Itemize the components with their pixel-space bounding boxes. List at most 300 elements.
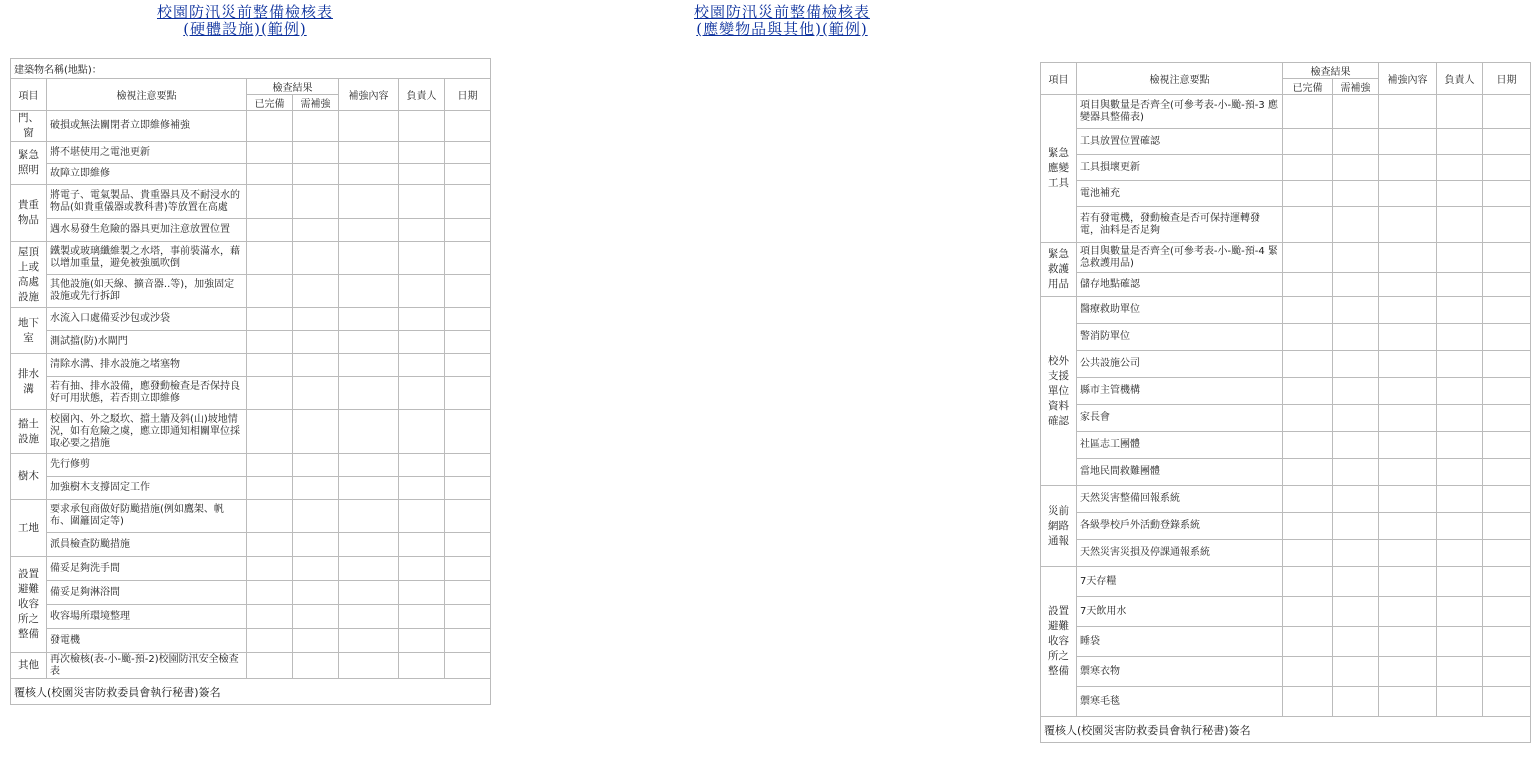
need-cell[interactable] (1333, 657, 1379, 687)
table-row (11, 377, 491, 410)
content-cell[interactable] (1379, 273, 1437, 297)
done-cell[interactable] (247, 164, 293, 185)
person-cell[interactable] (399, 377, 445, 410)
content-cell[interactable] (339, 410, 399, 454)
check-point: 水流入口處備妥沙包或沙袋 (47, 308, 247, 331)
need-cell[interactable] (293, 533, 339, 557)
done-cell[interactable] (247, 454, 293, 477)
done-cell[interactable] (1283, 273, 1333, 297)
check-point: 儲存地點確認 (1077, 273, 1283, 297)
left-title-block (0, 4, 490, 38)
date-cell[interactable] (445, 142, 491, 164)
table-row (11, 185, 491, 219)
done-cell[interactable] (1283, 207, 1333, 243)
need-cell[interactable] (293, 354, 339, 377)
person-cell[interactable] (1437, 486, 1483, 513)
content-cell[interactable] (339, 308, 399, 331)
content-cell[interactable] (339, 500, 399, 533)
person-cell[interactable] (399, 185, 445, 219)
date-cell[interactable] (445, 653, 491, 679)
done-cell[interactable] (1283, 95, 1333, 129)
content-cell[interactable] (339, 629, 399, 653)
left-table-body (11, 111, 491, 679)
need-cell[interactable] (1333, 540, 1379, 567)
need-cell[interactable] (293, 164, 339, 185)
content-cell[interactable] (1379, 513, 1437, 540)
done-cell[interactable] (1283, 540, 1333, 567)
content-cell[interactable] (1379, 129, 1437, 155)
date-cell[interactable] (1483, 486, 1531, 513)
date-cell[interactable] (445, 477, 491, 500)
need-cell[interactable] (293, 410, 339, 454)
content-cell[interactable] (339, 605, 399, 629)
person-cell[interactable] (399, 410, 445, 454)
need-cell[interactable] (1333, 459, 1379, 486)
person-cell[interactable] (399, 275, 445, 308)
date-cell[interactable] (1483, 540, 1531, 567)
done-cell[interactable] (247, 605, 293, 629)
date-cell[interactable] (1483, 324, 1531, 351)
left-subtitle: (硬體設施)(範例) (183, 20, 307, 38)
content-cell[interactable] (1379, 657, 1437, 687)
item-category: 緊急救護用品 (1041, 243, 1077, 297)
check-point: 工具放置位置確認 (1077, 129, 1283, 155)
done-cell[interactable] (247, 275, 293, 308)
table-row (1041, 432, 1531, 459)
date-cell[interactable] (445, 629, 491, 653)
table-row (1041, 324, 1531, 351)
need-cell[interactable] (293, 477, 339, 500)
person-cell[interactable] (1437, 687, 1483, 717)
need-cell[interactable] (1333, 95, 1379, 129)
check-point: 睡袋 (1077, 627, 1283, 657)
need-cell[interactable] (293, 629, 339, 653)
date-cell[interactable] (1483, 273, 1531, 297)
right-subtitle: (應變物品與其他)(範例) (696, 20, 868, 38)
table-row (11, 164, 491, 185)
done-cell[interactable] (247, 142, 293, 164)
person-cell[interactable] (399, 219, 445, 242)
check-point: 7天飲用水 (1077, 597, 1283, 627)
person-cell[interactable] (399, 477, 445, 500)
content-cell[interactable] (1379, 486, 1437, 513)
table-row (11, 142, 491, 164)
header-need: 需補強 (293, 95, 339, 111)
item-category: 緊急應變工具 (1041, 95, 1077, 243)
content-cell[interactable] (1379, 243, 1437, 273)
date-cell[interactable] (445, 557, 491, 581)
person-cell[interactable] (1437, 181, 1483, 207)
content-cell[interactable] (339, 533, 399, 557)
date-cell[interactable] (445, 185, 491, 219)
table-row (1041, 207, 1531, 243)
content-cell[interactable] (339, 331, 399, 354)
person-cell[interactable] (399, 533, 445, 557)
done-cell[interactable] (1283, 297, 1333, 324)
done-cell[interactable] (1283, 155, 1333, 181)
content-cell[interactable] (1379, 95, 1437, 129)
header-result: 檢查結果 (247, 79, 339, 95)
date-cell[interactable] (1483, 129, 1531, 155)
need-cell[interactable] (1333, 378, 1379, 405)
content-cell[interactable] (339, 185, 399, 219)
check-point: 再次檢核(表-小-颱-預-2)校園防汛安全檢查表 (47, 653, 247, 679)
done-cell[interactable] (1283, 597, 1333, 627)
date-cell[interactable] (445, 308, 491, 331)
date-cell[interactable] (1483, 513, 1531, 540)
date-cell[interactable] (445, 111, 491, 142)
need-cell[interactable] (293, 275, 339, 308)
table-row (11, 242, 491, 275)
content-cell[interactable] (339, 142, 399, 164)
content-cell[interactable] (339, 477, 399, 500)
done-cell[interactable] (247, 533, 293, 557)
need-cell[interactable] (1333, 597, 1379, 627)
need-cell[interactable] (293, 653, 339, 679)
date-cell[interactable] (1483, 95, 1531, 129)
check-point: 若有發電機，發動檢查是否可保持運轉發電，油料是否足夠 (1077, 207, 1283, 243)
date-cell[interactable] (1483, 459, 1531, 486)
table-row (1041, 129, 1531, 155)
person-cell[interactable] (1437, 459, 1483, 486)
check-point: 清除水溝、排水設施之堵塞物 (47, 354, 247, 377)
check-point: 發電機 (47, 629, 247, 653)
check-point: 要求承包商做好防颱措施(例如鷹架、帆布、圍籬固定等) (47, 500, 247, 533)
table-row (1041, 540, 1531, 567)
person-cell[interactable] (399, 500, 445, 533)
table-row (1041, 567, 1531, 597)
person-cell[interactable] (399, 605, 445, 629)
need-cell[interactable] (293, 242, 339, 275)
content-cell[interactable] (339, 581, 399, 605)
content-cell[interactable] (1379, 432, 1437, 459)
need-cell[interactable] (293, 185, 339, 219)
person-cell[interactable] (1437, 627, 1483, 657)
person-cell[interactable] (1437, 378, 1483, 405)
content-cell[interactable] (339, 557, 399, 581)
content-cell[interactable] (1379, 405, 1437, 432)
done-cell[interactable] (1283, 129, 1333, 155)
content-cell[interactable] (339, 454, 399, 477)
right-table-body (1041, 95, 1531, 717)
content-cell[interactable] (1379, 627, 1437, 657)
date-cell[interactable] (1483, 687, 1531, 717)
need-cell[interactable] (293, 377, 339, 410)
need-cell[interactable] (293, 581, 339, 605)
check-point: 縣市主管機構 (1077, 378, 1283, 405)
content-cell[interactable] (1379, 540, 1437, 567)
date-cell[interactable] (445, 354, 491, 377)
person-cell[interactable] (1437, 597, 1483, 627)
need-cell[interactable] (1333, 181, 1379, 207)
header-need: 需補強 (1333, 79, 1379, 95)
person-cell[interactable] (1437, 351, 1483, 378)
table-row (11, 605, 491, 629)
done-cell[interactable] (1283, 405, 1333, 432)
done-cell[interactable] (1283, 567, 1333, 597)
done-cell[interactable] (247, 185, 293, 219)
done-cell[interactable] (1283, 181, 1333, 207)
table-row (1041, 297, 1531, 324)
need-cell[interactable] (293, 308, 339, 331)
table-row (1041, 513, 1531, 540)
check-point: 天然災害整備回報系統 (1077, 486, 1283, 513)
done-cell[interactable] (247, 242, 293, 275)
done-cell[interactable] (1283, 627, 1333, 657)
need-cell[interactable] (293, 500, 339, 533)
date-cell[interactable] (1483, 432, 1531, 459)
table-row (1041, 405, 1531, 432)
right-title-block (526, 4, 1038, 38)
check-point: 將不堪使用之電池更新 (47, 142, 247, 164)
person-cell[interactable] (1437, 405, 1483, 432)
table-row (11, 354, 491, 377)
done-cell[interactable] (1283, 243, 1333, 273)
person-cell[interactable] (399, 242, 445, 275)
need-cell[interactable] (1333, 687, 1379, 717)
done-cell[interactable] (1283, 324, 1333, 351)
done-cell[interactable] (1283, 459, 1333, 486)
person-cell[interactable] (399, 331, 445, 354)
need-cell[interactable] (1333, 405, 1379, 432)
person-cell[interactable] (1437, 297, 1483, 324)
content-cell[interactable] (1379, 324, 1437, 351)
date-cell[interactable] (1483, 597, 1531, 627)
check-point: 項目與數量是否齊全(可參考表-小-颱-預-3 應變器具整備表) (1077, 95, 1283, 129)
date-cell[interactable] (1483, 297, 1531, 324)
need-cell[interactable] (293, 454, 339, 477)
person-cell[interactable] (1437, 567, 1483, 597)
content-cell[interactable] (1379, 351, 1437, 378)
done-cell[interactable] (1283, 432, 1333, 459)
table-row (11, 500, 491, 533)
check-point: 將電子、電氣製品、貴重器具及不耐浸水的物品(如貴重儀器或教科書)等放置在高處 (47, 185, 247, 219)
content-cell[interactable] (1379, 459, 1437, 486)
item-category: 災前網路通報 (1041, 486, 1077, 567)
done-cell[interactable] (247, 331, 293, 354)
right-title: 校園防汛災前整備檢核表 (693, 3, 870, 21)
person-cell[interactable] (1437, 324, 1483, 351)
content-cell[interactable] (339, 242, 399, 275)
date-cell[interactable] (445, 219, 491, 242)
person-cell[interactable] (1437, 95, 1483, 129)
date-cell[interactable] (445, 605, 491, 629)
check-point: 校園內、外之駁坎、擋土牆及斜(山)坡地情況，如有危險之虞，應立即通知相關單位採取必要之措施 (47, 410, 247, 454)
done-cell[interactable] (247, 500, 293, 533)
content-cell[interactable] (339, 653, 399, 679)
content-cell[interactable] (339, 354, 399, 377)
done-cell[interactable] (247, 629, 293, 653)
date-cell[interactable] (445, 242, 491, 275)
done-cell[interactable] (247, 111, 293, 142)
date-cell[interactable] (1483, 155, 1531, 181)
person-cell[interactable] (399, 308, 445, 331)
done-cell[interactable] (1283, 351, 1333, 378)
done-cell[interactable] (247, 219, 293, 242)
need-cell[interactable] (1333, 243, 1379, 273)
check-point: 備妥足夠洗手間 (47, 557, 247, 581)
need-cell[interactable] (293, 142, 339, 164)
item-category: 工地 (11, 500, 47, 557)
date-cell[interactable] (1483, 405, 1531, 432)
done-cell[interactable] (247, 377, 293, 410)
date-cell[interactable] (1483, 378, 1531, 405)
person-cell[interactable] (399, 557, 445, 581)
date-cell[interactable] (1483, 627, 1531, 657)
table-row (11, 629, 491, 653)
person-cell[interactable] (399, 111, 445, 142)
table-row (11, 410, 491, 454)
need-cell[interactable] (293, 219, 339, 242)
table-row (1041, 181, 1531, 207)
person-cell[interactable] (1437, 129, 1483, 155)
person-cell[interactable] (1437, 243, 1483, 273)
need-cell[interactable] (1333, 155, 1379, 181)
item-category: 設置避難收容所之整備 (1041, 567, 1077, 717)
date-cell[interactable] (445, 581, 491, 605)
need-cell[interactable] (1333, 273, 1379, 297)
done-cell[interactable] (1283, 513, 1333, 540)
table-row (11, 308, 491, 331)
need-cell[interactable] (1333, 486, 1379, 513)
done-cell[interactable] (247, 581, 293, 605)
date-cell[interactable] (445, 533, 491, 557)
check-point: 派員檢查防颱措施 (47, 533, 247, 557)
table-row (11, 533, 491, 557)
done-cell[interactable] (247, 557, 293, 581)
content-cell[interactable] (1379, 181, 1437, 207)
date-cell[interactable] (445, 331, 491, 354)
person-cell[interactable] (399, 581, 445, 605)
date-cell[interactable] (445, 275, 491, 308)
content-cell[interactable] (1379, 207, 1437, 243)
done-cell[interactable] (247, 354, 293, 377)
done-cell[interactable] (1283, 687, 1333, 717)
person-cell[interactable] (1437, 657, 1483, 687)
person-cell[interactable] (1437, 273, 1483, 297)
table-row (1041, 351, 1531, 378)
table-row (11, 219, 491, 242)
date-cell[interactable] (445, 410, 491, 454)
table-row (1041, 95, 1531, 129)
date-cell[interactable] (1483, 243, 1531, 273)
need-cell[interactable] (293, 557, 339, 581)
date-cell[interactable] (1483, 181, 1531, 207)
need-cell[interactable] (1333, 297, 1379, 324)
need-cell[interactable] (1333, 627, 1379, 657)
done-cell[interactable] (247, 653, 293, 679)
content-cell[interactable] (339, 377, 399, 410)
content-cell[interactable] (1379, 155, 1437, 181)
content-cell[interactable] (339, 164, 399, 185)
person-cell[interactable] (1437, 432, 1483, 459)
person-cell[interactable] (399, 454, 445, 477)
table-row (11, 331, 491, 354)
person-cell[interactable] (1437, 155, 1483, 181)
table-row (1041, 273, 1531, 297)
table-row (1041, 459, 1531, 486)
check-point: 項目與數量是否齊全(可參考表-小-颱-預-4 緊急救護用品) (1077, 243, 1283, 273)
header-item: 項目 (1041, 63, 1077, 95)
date-cell[interactable] (445, 377, 491, 410)
person-cell[interactable] (399, 164, 445, 185)
header-points: 檢視注意要點 (1077, 63, 1283, 95)
check-point: 警消防單位 (1077, 324, 1283, 351)
need-cell[interactable] (1333, 207, 1379, 243)
date-cell[interactable] (1483, 657, 1531, 687)
check-point: 當地民間救難團體 (1077, 459, 1283, 486)
item-category: 排水溝 (11, 354, 47, 410)
person-cell[interactable] (399, 629, 445, 653)
content-cell[interactable] (1379, 687, 1437, 717)
content-cell[interactable] (339, 111, 399, 142)
date-cell[interactable] (1483, 207, 1531, 243)
content-cell[interactable] (1379, 597, 1437, 627)
header-result: 檢查結果 (1283, 63, 1379, 79)
content-cell[interactable] (1379, 378, 1437, 405)
need-cell[interactable] (293, 605, 339, 629)
need-cell[interactable] (1333, 129, 1379, 155)
done-cell[interactable] (247, 410, 293, 454)
content-cell[interactable] (1379, 297, 1437, 324)
check-point: 電池補充 (1077, 181, 1283, 207)
date-cell[interactable] (445, 164, 491, 185)
need-cell[interactable] (1333, 351, 1379, 378)
date-cell[interactable] (445, 454, 491, 477)
need-cell[interactable] (293, 331, 339, 354)
person-cell[interactable] (1437, 513, 1483, 540)
item-category: 緊急照明 (11, 142, 47, 185)
done-cell[interactable] (247, 308, 293, 331)
item-category: 設置避難收容所之整備 (11, 557, 47, 653)
need-cell[interactable] (1333, 513, 1379, 540)
date-cell[interactable] (445, 500, 491, 533)
date-cell[interactable] (1483, 567, 1531, 597)
check-point: 禦寒毛毯 (1077, 687, 1283, 717)
check-point: 收容場所環境整理 (47, 605, 247, 629)
need-cell[interactable] (1333, 567, 1379, 597)
done-cell[interactable] (1283, 378, 1333, 405)
check-point: 備妥足夠淋浴間 (47, 581, 247, 605)
table-row (11, 653, 491, 679)
date-cell[interactable] (1483, 351, 1531, 378)
person-cell[interactable] (1437, 540, 1483, 567)
building-name-label: 建築物名稱(地點)： (11, 59, 491, 79)
left-checklist-table (10, 58, 491, 705)
done-cell[interactable] (1283, 657, 1333, 687)
person-cell[interactable] (1437, 207, 1483, 243)
need-cell[interactable] (1333, 324, 1379, 351)
person-cell[interactable] (399, 354, 445, 377)
content-cell[interactable] (1379, 567, 1437, 597)
check-point: 天然災害災損及停課通報系統 (1077, 540, 1283, 567)
done-cell[interactable] (1283, 486, 1333, 513)
right-checklist-table (1040, 62, 1531, 743)
done-cell[interactable] (247, 477, 293, 500)
check-point: 測試擋(防)水閘門 (47, 331, 247, 354)
need-cell[interactable] (1333, 432, 1379, 459)
person-cell[interactable] (399, 653, 445, 679)
header-done: 已完備 (247, 95, 293, 111)
table-row (11, 454, 491, 477)
item-category: 門、窗 (11, 111, 47, 142)
table-row (1041, 486, 1531, 513)
content-cell[interactable] (339, 275, 399, 308)
content-cell[interactable] (339, 219, 399, 242)
person-cell[interactable] (399, 142, 445, 164)
need-cell[interactable] (293, 111, 339, 142)
check-point: 家長會 (1077, 405, 1283, 432)
